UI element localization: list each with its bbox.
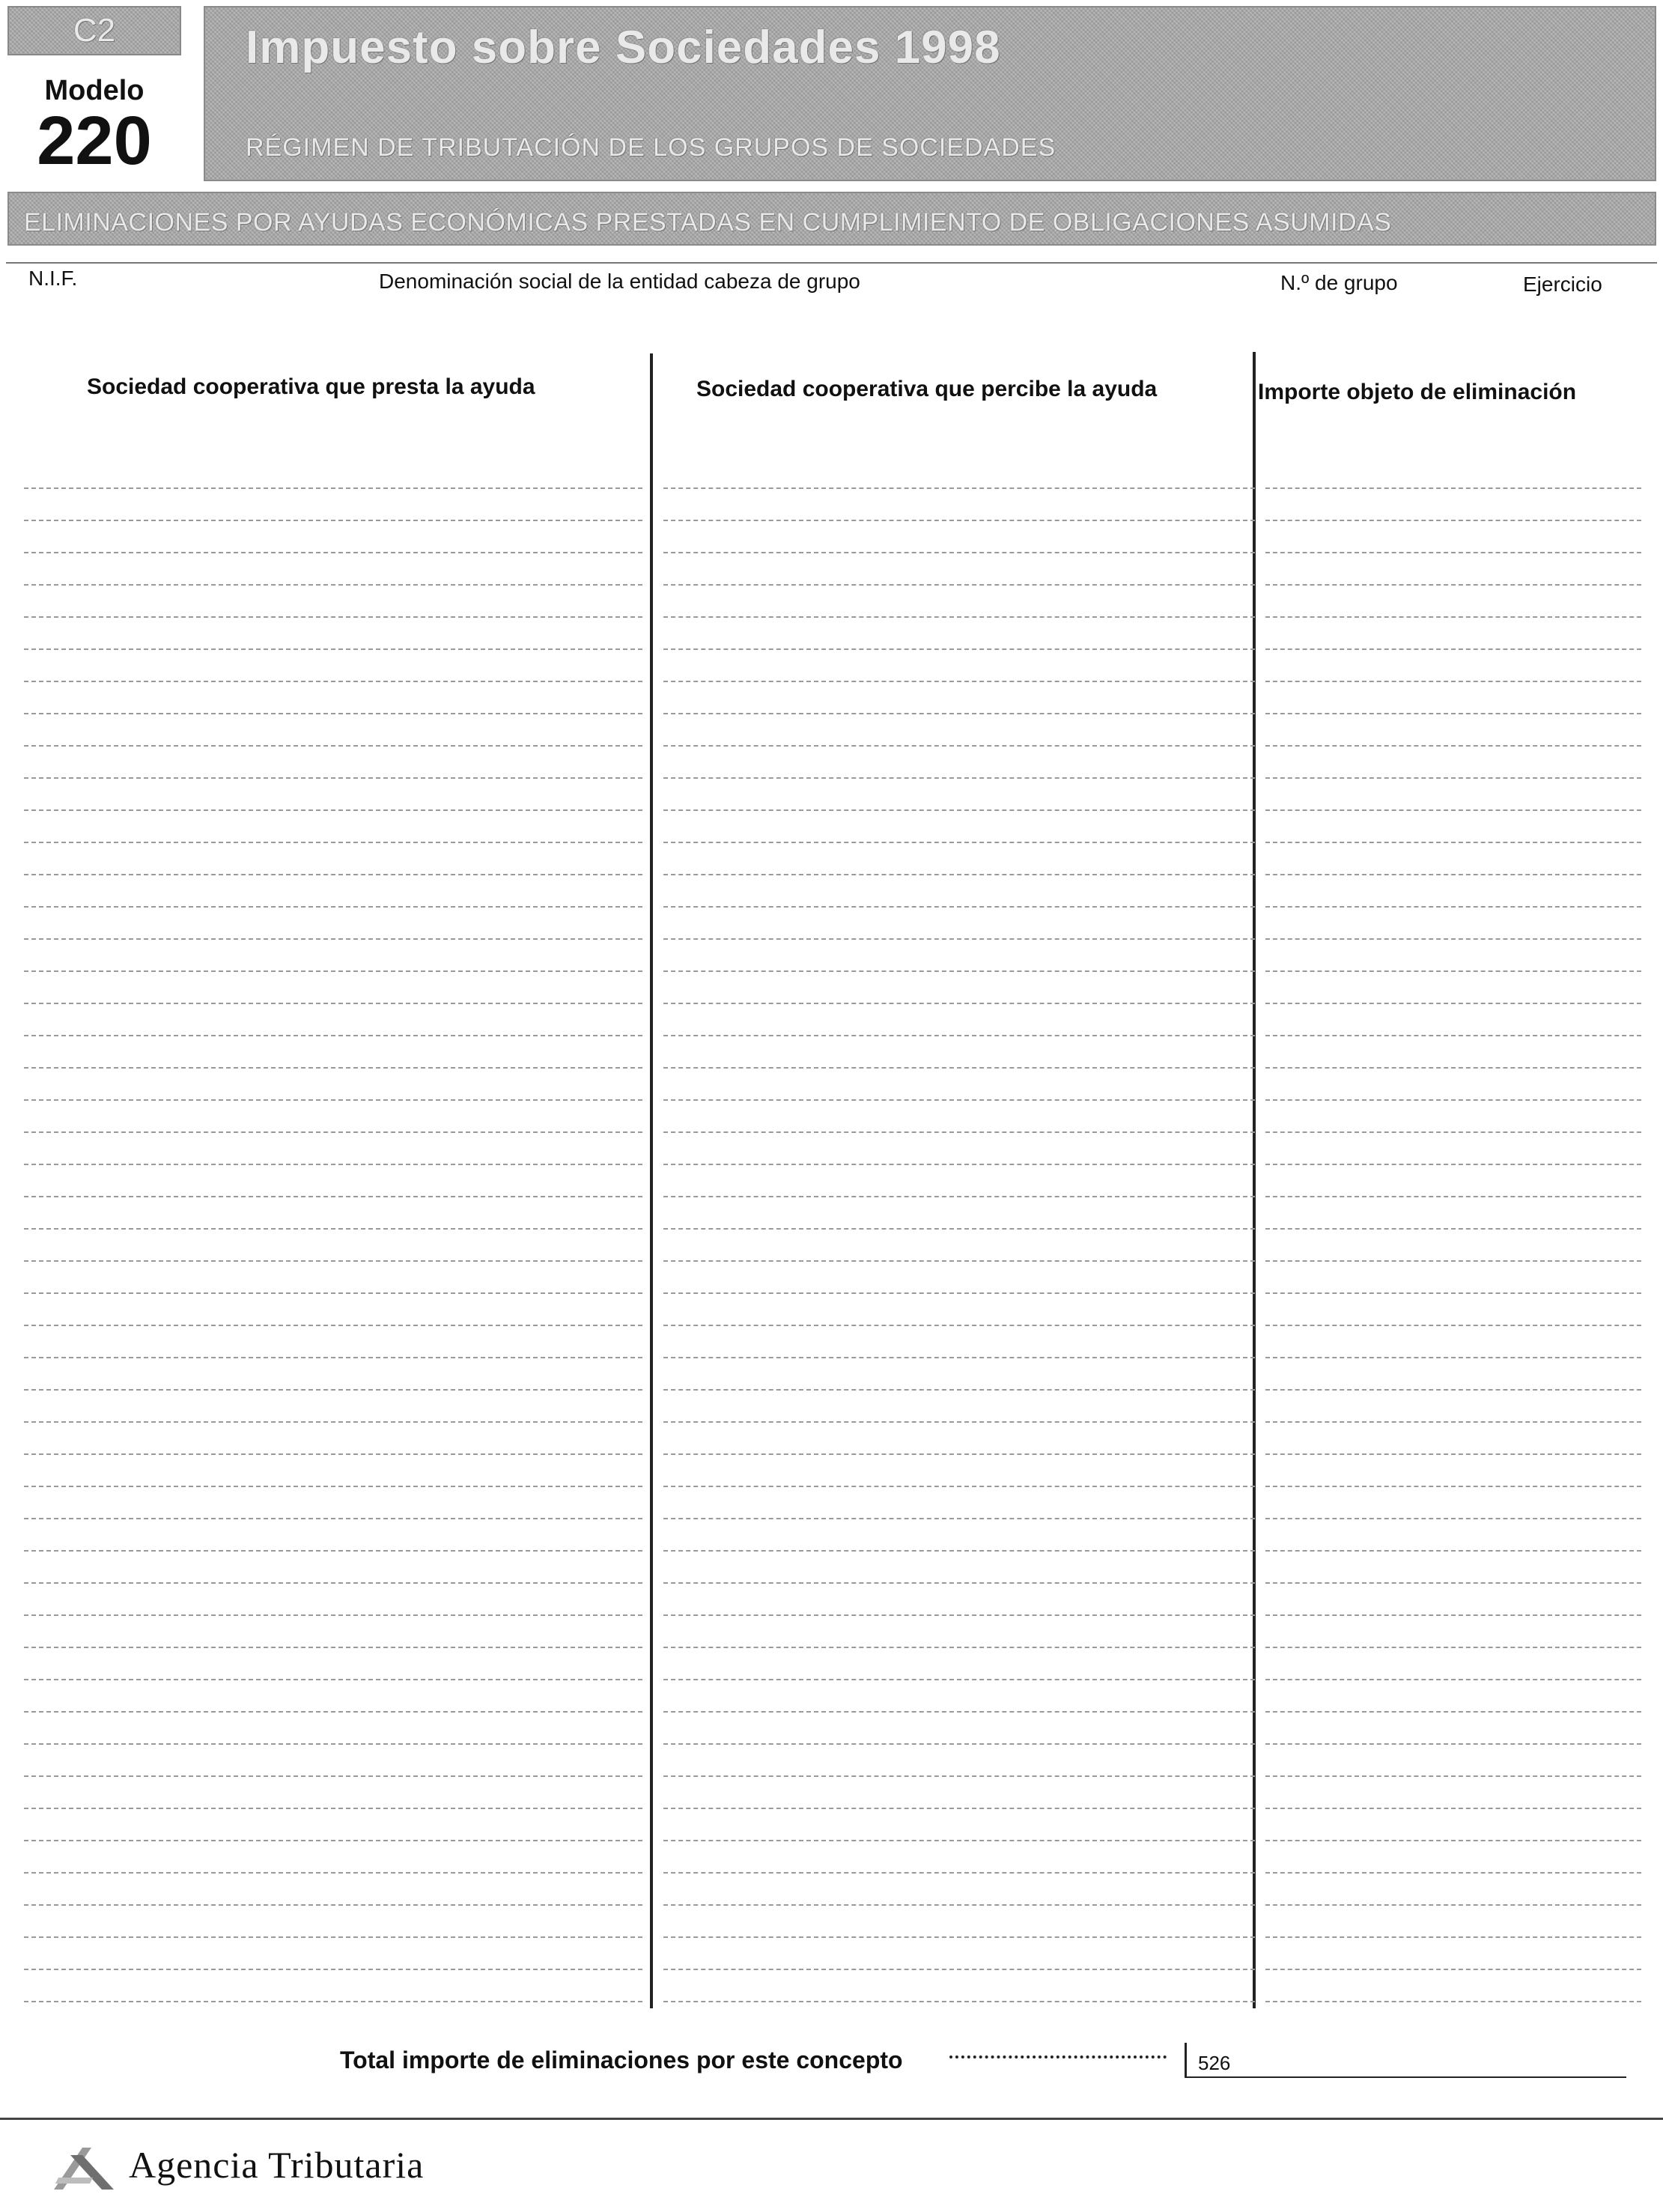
percibe-cell[interactable] xyxy=(663,1938,1255,1970)
table-row xyxy=(24,1874,1641,1906)
table-row xyxy=(24,1069,1641,1101)
importe-cell[interactable] xyxy=(1265,940,1641,972)
agencia-tributaria-logo-icon xyxy=(48,2140,123,2193)
table-row xyxy=(24,1197,1641,1230)
presta-cell[interactable] xyxy=(24,1809,642,1841)
percibe-cell[interactable] xyxy=(663,1841,1255,1874)
percibe-cell[interactable] xyxy=(663,1036,1255,1069)
presta-cell[interactable] xyxy=(24,1230,642,1262)
importe-cell[interactable] xyxy=(1265,1841,1641,1874)
presta-cell[interactable] xyxy=(24,1874,642,1906)
presta-cell[interactable] xyxy=(24,1036,642,1069)
percibe-cell[interactable] xyxy=(663,1101,1255,1133)
table-row xyxy=(24,1616,1641,1648)
importe-cell[interactable] xyxy=(1265,1938,1641,1970)
importe-cell[interactable] xyxy=(1265,521,1641,553)
importe-cell[interactable] xyxy=(1265,1552,1641,1584)
presta-cell[interactable] xyxy=(24,811,642,843)
page-subtitle: RÉGIMEN DE TRIBUTACIÓN DE LOS GRUPOS DE SOCIEDADES xyxy=(246,133,1057,162)
presta-cell[interactable] xyxy=(24,1133,642,1165)
presta-cell[interactable] xyxy=(24,1680,642,1713)
importe-cell[interactable] xyxy=(1265,489,1641,521)
table-row xyxy=(24,1713,1641,1745)
table-row xyxy=(24,1262,1641,1294)
presta-cell[interactable] xyxy=(24,779,642,811)
importe-cell[interactable] xyxy=(1265,1197,1641,1230)
percibe-cell[interactable] xyxy=(663,747,1255,779)
importe-cell[interactable] xyxy=(1265,1874,1641,1906)
table-row xyxy=(24,521,1641,553)
presta-cell[interactable] xyxy=(24,1616,642,1648)
table-row xyxy=(24,1326,1641,1358)
importe-cell[interactable] xyxy=(1265,1101,1641,1133)
importe-cell[interactable] xyxy=(1265,1326,1641,1358)
percibe-cell[interactable] xyxy=(663,1906,1255,1938)
presta-cell[interactable] xyxy=(24,1423,642,1455)
table-row xyxy=(24,682,1641,714)
importe-cell[interactable] xyxy=(1265,1519,1641,1552)
grupo-number-field-label[interactable]: N.º de grupo xyxy=(1280,271,1398,294)
importe-cell[interactable] xyxy=(1265,1133,1641,1165)
importe-cell[interactable] xyxy=(1265,553,1641,586)
agency-name: Agencia Tributaria xyxy=(129,2144,425,2186)
importe-cell[interactable] xyxy=(1265,1230,1641,1262)
percibe-cell[interactable] xyxy=(663,489,1255,521)
percibe-cell[interactable] xyxy=(663,1069,1255,1101)
presta-cell[interactable] xyxy=(24,1069,642,1101)
percibe-cell[interactable] xyxy=(663,972,1255,1004)
percibe-cell[interactable] xyxy=(663,811,1255,843)
table-row xyxy=(24,1777,1641,1809)
presta-cell[interactable] xyxy=(24,1294,642,1326)
importe-cell[interactable] xyxy=(1265,1906,1641,1938)
importe-cell[interactable] xyxy=(1265,1648,1641,1680)
entry-table xyxy=(24,457,1641,1992)
importe-cell[interactable] xyxy=(1265,682,1641,714)
total-leader-dots xyxy=(949,2055,1167,2058)
table-row xyxy=(24,489,1641,521)
importe-cell[interactable] xyxy=(1265,972,1641,1004)
presta-cell[interactable] xyxy=(24,489,642,521)
total-box-border xyxy=(1185,2076,1626,2078)
table-row xyxy=(24,1455,1641,1487)
importe-cell[interactable] xyxy=(1265,650,1641,682)
table-row xyxy=(24,1036,1641,1069)
table-row xyxy=(24,553,1641,586)
presta-cell[interactable] xyxy=(24,1970,642,2002)
percibe-cell[interactable] xyxy=(663,457,1255,489)
importe-cell[interactable] xyxy=(1265,843,1641,875)
presta-cell[interactable] xyxy=(24,618,642,650)
percibe-cell[interactable] xyxy=(663,908,1255,940)
percibe-cell[interactable] xyxy=(663,1680,1255,1713)
table-row xyxy=(24,1648,1641,1680)
percibe-cell[interactable] xyxy=(663,586,1255,618)
presta-cell[interactable] xyxy=(24,1487,642,1519)
presta-cell[interactable] xyxy=(24,457,642,489)
column-header-presta: Sociedad cooperativa que presta la ayuda xyxy=(87,374,535,399)
presta-cell[interactable] xyxy=(24,1358,642,1391)
importe-cell[interactable] xyxy=(1265,1004,1641,1036)
presta-cell[interactable] xyxy=(24,1101,642,1133)
presta-cell[interactable] xyxy=(24,1519,642,1552)
total-amount-field[interactable] xyxy=(1258,2048,1617,2075)
percibe-cell[interactable] xyxy=(663,1519,1255,1552)
presta-cell[interactable] xyxy=(24,1165,642,1197)
percibe-cell[interactable] xyxy=(663,1648,1255,1680)
importe-cell[interactable] xyxy=(1265,1423,1641,1455)
percibe-cell[interactable] xyxy=(663,1455,1255,1487)
importe-cell[interactable] xyxy=(1265,714,1641,747)
percibe-cell[interactable] xyxy=(663,1584,1255,1616)
table-row xyxy=(24,843,1641,875)
importe-cell[interactable] xyxy=(1265,1487,1641,1519)
percibe-cell[interactable] xyxy=(663,1809,1255,1841)
percibe-cell[interactable] xyxy=(663,1713,1255,1745)
presta-cell[interactable] xyxy=(24,1938,642,1970)
table-row xyxy=(24,1294,1641,1326)
footer-rule xyxy=(0,2118,1663,2120)
importe-cell[interactable] xyxy=(1265,618,1641,650)
nif-field-label[interactable]: N.I.F. xyxy=(28,267,78,290)
table-row xyxy=(24,1809,1641,1841)
importe-cell[interactable] xyxy=(1265,1680,1641,1713)
percibe-cell[interactable] xyxy=(663,1487,1255,1519)
percibe-cell[interactable] xyxy=(663,1133,1255,1165)
importe-cell[interactable] xyxy=(1265,1165,1641,1197)
presta-cell[interactable] xyxy=(24,1326,642,1358)
importe-cell[interactable] xyxy=(1265,779,1641,811)
table-row xyxy=(24,1680,1641,1713)
presta-cell[interactable] xyxy=(24,1777,642,1809)
table-row xyxy=(24,1230,1641,1262)
importe-cell[interactable] xyxy=(1265,1745,1641,1777)
percibe-cell[interactable] xyxy=(663,1326,1255,1358)
modelo-label: Modelo xyxy=(44,75,145,106)
column-header-percibe: Sociedad cooperativa que percibe la ayuda xyxy=(696,377,1158,401)
presta-cell[interactable] xyxy=(24,940,642,972)
table-row xyxy=(24,586,1641,618)
table-row xyxy=(24,1519,1641,1552)
presta-cell[interactable] xyxy=(24,521,642,553)
importe-cell[interactable] xyxy=(1265,1358,1641,1391)
table-row xyxy=(24,908,1641,940)
presta-cell[interactable] xyxy=(24,553,642,586)
presta-cell[interactable] xyxy=(24,1197,642,1230)
importe-cell[interactable] xyxy=(1265,1262,1641,1294)
importe-cell[interactable] xyxy=(1265,747,1641,779)
percibe-cell[interactable] xyxy=(663,1777,1255,1809)
table-row xyxy=(24,1101,1641,1133)
importe-cell[interactable] xyxy=(1265,1713,1641,1745)
presta-cell[interactable] xyxy=(24,1584,642,1616)
importe-cell[interactable] xyxy=(1265,1616,1641,1648)
table-row xyxy=(24,811,1641,843)
identification-rule xyxy=(6,262,1657,264)
importe-cell[interactable] xyxy=(1265,908,1641,940)
importe-cell[interactable] xyxy=(1265,811,1641,843)
presta-cell[interactable] xyxy=(24,714,642,747)
table-row xyxy=(24,1165,1641,1197)
importe-cell[interactable] xyxy=(1265,1970,1641,2002)
percibe-cell[interactable] xyxy=(663,618,1255,650)
modelo-number: 220 xyxy=(37,103,152,179)
total-box-border xyxy=(1185,2043,1187,2077)
presta-cell[interactable] xyxy=(24,843,642,875)
percibe-cell[interactable] xyxy=(663,682,1255,714)
importe-cell[interactable] xyxy=(1265,1069,1641,1101)
form-code: C2 xyxy=(73,12,116,49)
presta-cell[interactable] xyxy=(24,650,642,682)
presta-cell[interactable] xyxy=(24,1391,642,1423)
percibe-cell[interactable] xyxy=(663,1874,1255,1906)
table-row xyxy=(24,1004,1641,1036)
total-label: Total importe de eliminaciones por este concepto xyxy=(340,2047,903,2073)
percibe-cell[interactable] xyxy=(663,1197,1255,1230)
table-row xyxy=(24,1423,1641,1455)
presta-cell[interactable] xyxy=(24,1713,642,1745)
presta-cell[interactable] xyxy=(24,586,642,618)
table-row xyxy=(24,940,1641,972)
presta-cell[interactable] xyxy=(24,1552,642,1584)
table-row xyxy=(24,618,1641,650)
importe-cell[interactable] xyxy=(1265,1036,1641,1069)
percibe-cell[interactable] xyxy=(663,521,1255,553)
importe-cell[interactable] xyxy=(1265,586,1641,618)
table-row xyxy=(24,1133,1641,1165)
table-row xyxy=(24,714,1641,747)
percibe-cell[interactable] xyxy=(663,1262,1255,1294)
table-row xyxy=(24,1841,1641,1874)
presta-cell[interactable] xyxy=(24,972,642,1004)
percibe-cell[interactable] xyxy=(663,1970,1255,2002)
percibe-cell[interactable] xyxy=(663,1745,1255,1777)
table-row xyxy=(24,1391,1641,1423)
denominacion-field-label[interactable]: Denominación social de la entidad cabeza de grupo xyxy=(379,270,860,293)
page-title: Impuesto sobre Sociedades 1998 xyxy=(246,22,1001,73)
percibe-cell[interactable] xyxy=(663,1358,1255,1391)
presta-cell[interactable] xyxy=(24,747,642,779)
table-row xyxy=(24,1358,1641,1391)
percibe-cell[interactable] xyxy=(663,843,1255,875)
importe-cell[interactable] xyxy=(1265,1584,1641,1616)
importe-cell[interactable] xyxy=(1265,875,1641,908)
percibe-cell[interactable] xyxy=(663,1552,1255,1584)
presta-cell[interactable] xyxy=(24,908,642,940)
table-row xyxy=(24,650,1641,682)
percibe-cell[interactable] xyxy=(663,1004,1255,1036)
presta-cell[interactable] xyxy=(24,1455,642,1487)
presta-cell[interactable] xyxy=(24,875,642,908)
percibe-cell[interactable] xyxy=(663,1423,1255,1455)
presta-cell[interactable] xyxy=(24,1004,642,1036)
presta-cell[interactable] xyxy=(24,1262,642,1294)
presta-cell[interactable] xyxy=(24,1906,642,1938)
percibe-cell[interactable] xyxy=(663,714,1255,747)
table-row xyxy=(24,875,1641,908)
presta-cell[interactable] xyxy=(24,682,642,714)
percibe-cell[interactable] xyxy=(663,1294,1255,1326)
ejercicio-field-label[interactable]: Ejercicio xyxy=(1523,273,1602,296)
importe-cell[interactable] xyxy=(1265,457,1641,489)
importe-cell[interactable] xyxy=(1265,1294,1641,1326)
percibe-cell[interactable] xyxy=(663,940,1255,972)
section-title: ELIMINACIONES POR AYUDAS ECONÓMICAS PRESTADAS EN CUMPLIMIENTO DE OBLIGACIONES ASUMIDAS xyxy=(24,208,1392,237)
percibe-cell[interactable] xyxy=(663,1230,1255,1262)
table-row xyxy=(24,1970,1641,2002)
table-row xyxy=(24,779,1641,811)
importe-cell[interactable] xyxy=(1265,1809,1641,1841)
percibe-cell[interactable] xyxy=(663,875,1255,908)
table-row xyxy=(24,1584,1641,1616)
column-header-importe: Importe objeto de eliminación xyxy=(1258,380,1577,404)
presta-cell[interactable] xyxy=(24,1648,642,1680)
table-row xyxy=(24,1938,1641,1970)
percibe-cell[interactable] xyxy=(663,650,1255,682)
table-row xyxy=(24,1906,1641,1938)
table-row xyxy=(24,1745,1641,1777)
presta-cell[interactable] xyxy=(24,1745,642,1777)
table-row xyxy=(24,972,1641,1004)
presta-cell[interactable] xyxy=(24,1841,642,1874)
form-code-box xyxy=(7,6,181,55)
table-row xyxy=(24,1487,1641,1519)
table-row xyxy=(24,457,1641,489)
importe-cell[interactable] xyxy=(1265,1777,1641,1809)
percibe-cell[interactable] xyxy=(663,1616,1255,1648)
percibe-cell[interactable] xyxy=(663,779,1255,811)
total-box-code: 526 xyxy=(1198,2052,1231,2074)
importe-cell[interactable] xyxy=(1265,1455,1641,1487)
percibe-cell[interactable] xyxy=(663,1165,1255,1197)
percibe-cell[interactable] xyxy=(663,1391,1255,1423)
importe-cell[interactable] xyxy=(1265,1391,1641,1423)
percibe-cell[interactable] xyxy=(663,553,1255,586)
table-row xyxy=(24,1552,1641,1584)
table-row xyxy=(24,747,1641,779)
